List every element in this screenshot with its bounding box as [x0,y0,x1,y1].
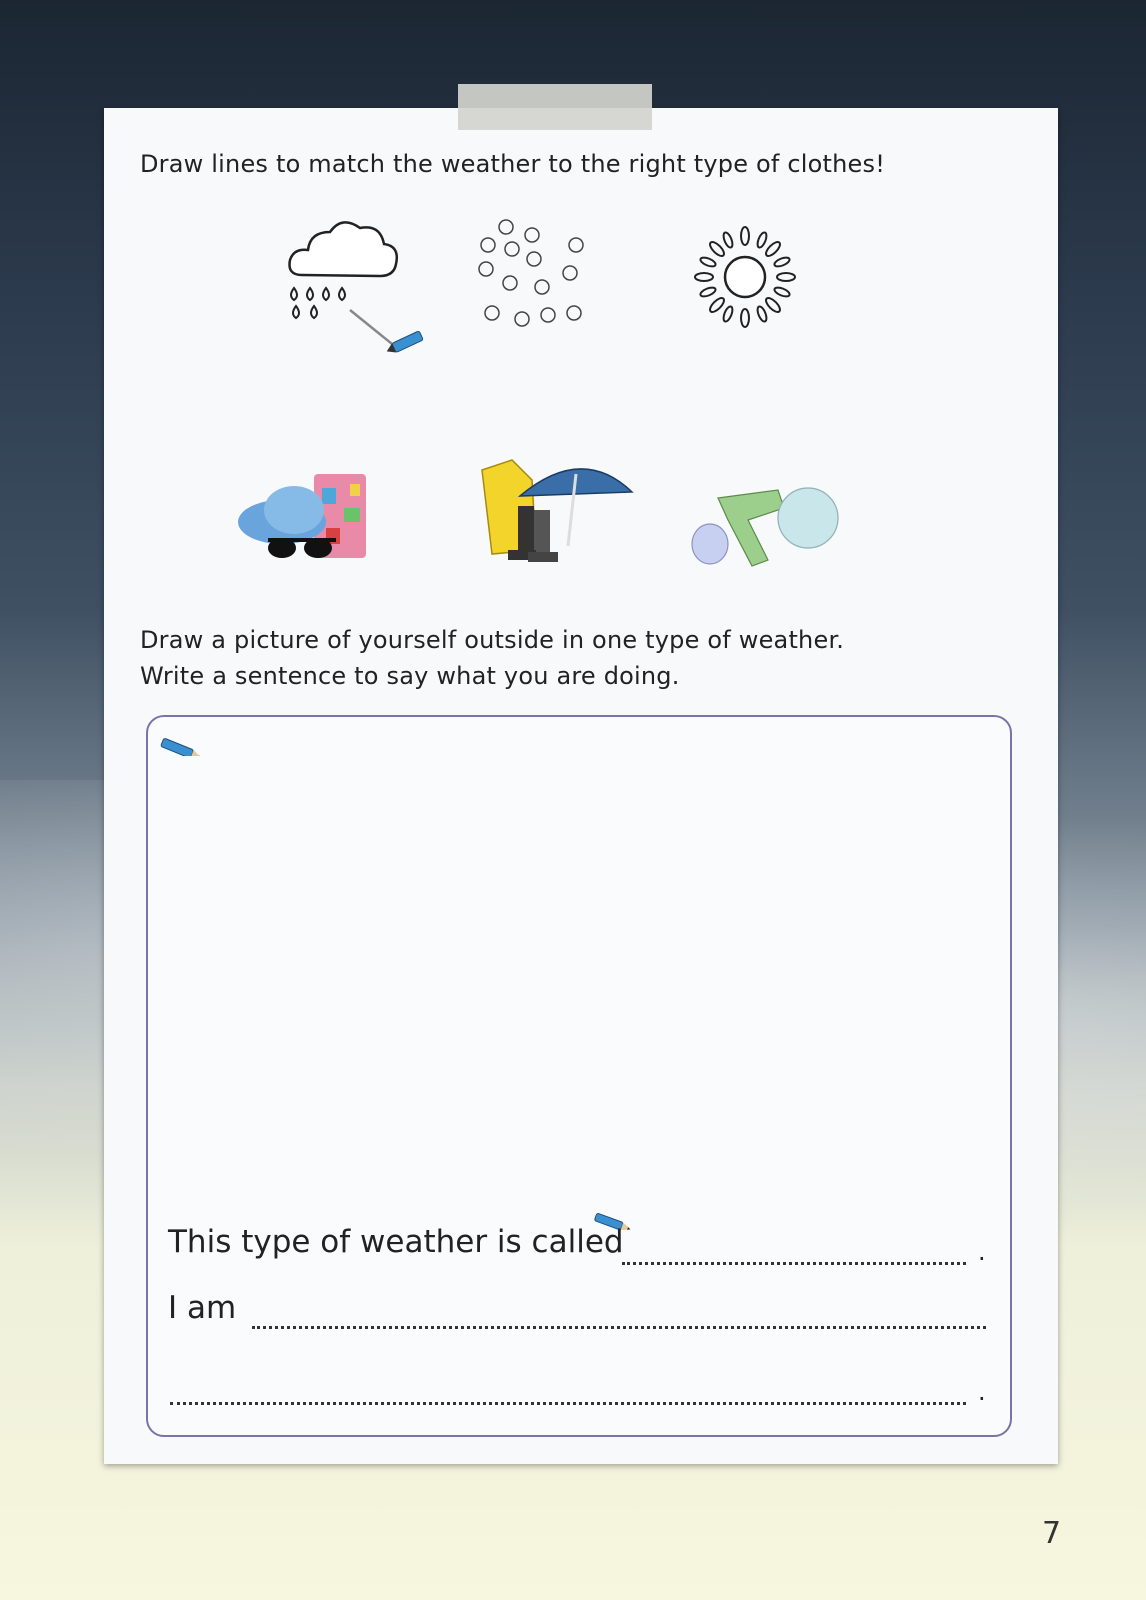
pencil-icon [160,732,210,760]
weather-called-label: This type of weather is called [168,1224,624,1260]
i-am-label: I am [168,1290,237,1326]
draw-instruction-line1: Draw a picture of yourself outside in one type of weather. [140,626,845,654]
sun-icon [690,222,800,336]
match-instruction: Draw lines to match the weather to the right type of clothes! [140,150,886,178]
rain-clothes-icon [472,450,642,574]
continuation-answer-line[interactable] [170,1402,966,1405]
tape-strip [458,84,652,130]
i-am-answer-line[interactable] [252,1326,986,1329]
weather-name-answer-line[interactable] [622,1262,966,1265]
rain-cloud-icon [282,210,442,364]
period-2: . [978,1378,986,1406]
page-number: 7 [1042,1516,1062,1551]
period-1: . [978,1238,986,1266]
draw-instruction-line2: Write a sentence to say what you are doing. [140,662,680,690]
summer-clothes-icon [232,468,382,572]
winter-clothes-icon [688,480,848,584]
snowflakes-icon [470,215,600,339]
